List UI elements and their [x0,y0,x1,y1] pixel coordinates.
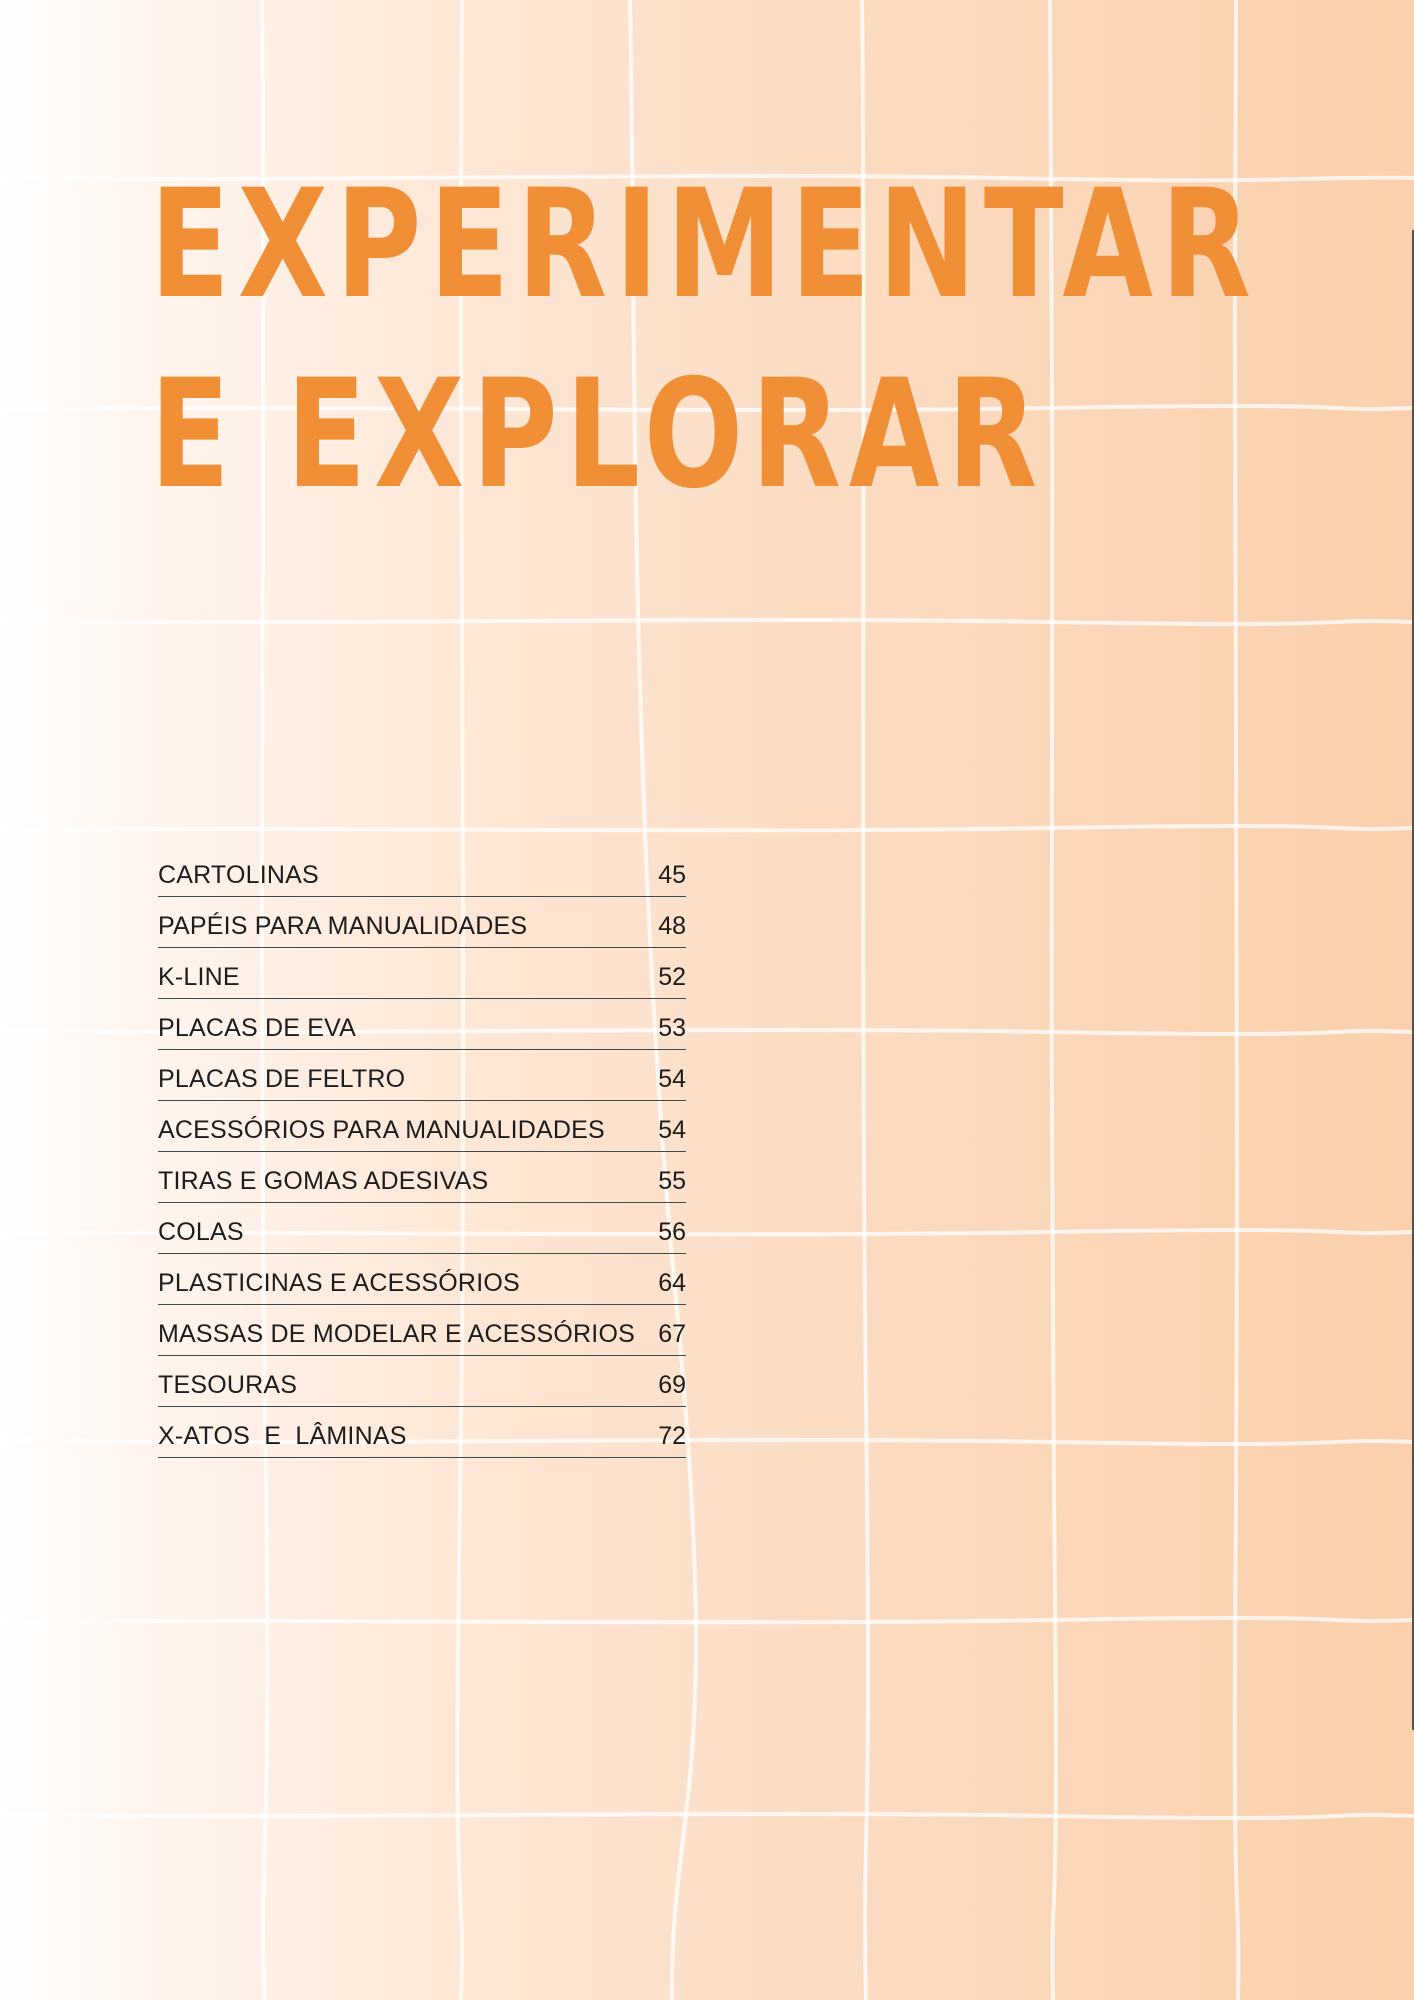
toc-item-page: 56 [658,1218,686,1246]
toc-item-label: CARTOLINAS [158,861,319,889]
toc-item-page: 67 [658,1320,686,1348]
toc-item-page: 48 [658,912,686,940]
table-of-contents [158,846,686,1458]
toc-item-label: PLACAS DE EVA [158,1014,357,1042]
toc-item-label: MASSAS DE MODELAR E ACESSÓRIOS [158,1320,635,1348]
toc-item[interactable] [158,1203,686,1254]
toc-item-page: 72 [658,1422,686,1450]
toc-item[interactable] [158,1101,686,1152]
toc-item-label: ACESSÓRIOS PARA MANUALIDADES [158,1116,605,1144]
toc-item-page: 52 [658,963,686,991]
toc-item[interactable] [158,1356,686,1407]
toc-item-label: TESOURAS [158,1371,298,1399]
toc-item[interactable] [158,1407,686,1458]
toc-item-page: 54 [658,1116,686,1144]
toc-item-page: 69 [658,1371,686,1399]
toc-item-page: 53 [658,1014,686,1042]
toc-item-page: 64 [658,1269,686,1297]
toc-item[interactable] [158,1305,686,1356]
section-title-line-2: E EXPLORAR [150,348,1046,522]
toc-item[interactable] [158,846,686,897]
toc-item[interactable] [158,948,686,999]
section-title [150,150,1259,530]
toc-item[interactable] [158,999,686,1050]
section-title-line-1: EXPERIMENTAR [150,158,1259,332]
toc-item-page: 54 [658,1065,686,1093]
toc-item[interactable] [158,1050,686,1101]
toc-item-page: 45 [658,861,686,889]
toc-item-page: 55 [658,1167,686,1195]
toc-item-label: COLAS [158,1218,244,1246]
toc-item-label: PLACAS DE FELTRO [158,1065,406,1093]
toc-item-label: PAPÉIS PARA MANUALIDADES [158,912,528,940]
toc-item[interactable] [158,1254,686,1305]
toc-item-label: TIRAS E GOMAS ADESIVAS [158,1167,489,1195]
toc-item[interactable] [158,1152,686,1203]
toc-item-label: K-LINE [158,963,240,991]
toc-item-label: X-ATOS E LÂMINAS [158,1422,407,1450]
toc-item-label: PLASTICINAS E ACESSÓRIOS [158,1269,520,1297]
toc-item[interactable] [158,897,686,948]
